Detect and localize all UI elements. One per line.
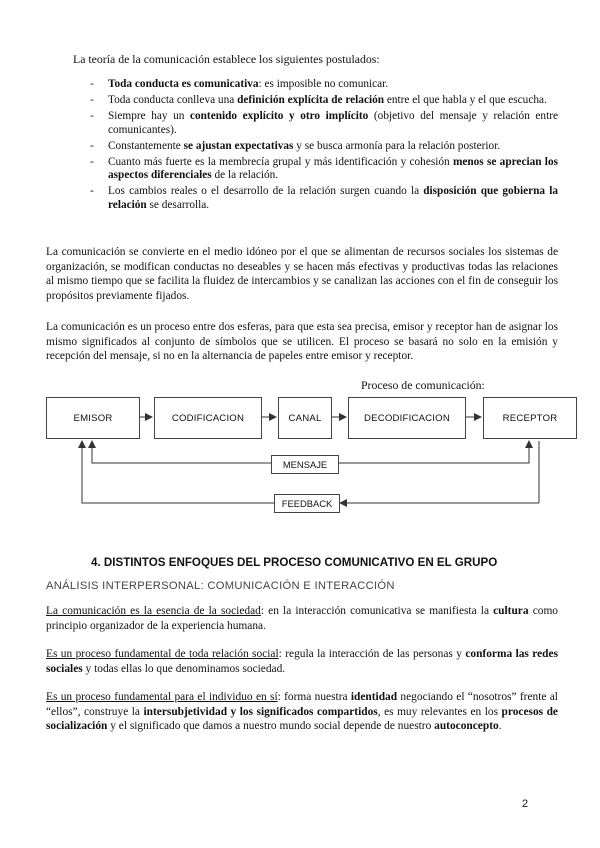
bold-text: intersubjetividad y los significados compartidos <box>143 705 378 718</box>
diagram-label-mensaje: MENSAJE <box>271 455 339 474</box>
diagram-node-receptor: RECEPTOR <box>483 397 577 439</box>
list-item: - Cuanto más fuerte es la membrecía grupal y más identificación y cohesión menos se aprecian los aspectos diferenciales de la relación. <box>90 156 558 183</box>
list-item: - Constantemente se ajustan expectativas y se busca armonía para la relación posterior. <box>90 140 558 154</box>
bold-text: menos se aprecian los aspectos diferenciales <box>108 155 558 182</box>
list-item: - Los cambios reales o el desarrollo de la relación surgen cuando la disposición que gobierna la relación se desarrolla. <box>90 185 558 212</box>
bold-text: Toda conducta es comunicativa <box>108 78 259 90</box>
section-heading: 4. DISTINTOS ENFOQUES DEL PROCESO COMUNICATIVO EN EL GRUPO <box>91 556 498 569</box>
paragraph-individual: Es un proceso fundamental para el individuo en sí: forma nuestra identidad negociando el “nosotros” frente al “ellos”, construye la intersubjetividad y los significados compartidos, es muy relevantes en los procesos de socialización y el significado que damos a nuestro mundo social depende de nuestro autoconcepto. <box>46 691 558 733</box>
bold-text: identidad <box>350 691 398 703</box>
underlined-text: La comunicación es la esencia de la sociedad <box>46 605 261 617</box>
bold-text: procesos de socialización <box>46 705 558 733</box>
section-subheading: ANÁLISIS INTERPERSONAL: COMUNICACIÓN E INTERACCIÓN <box>46 580 395 592</box>
arrow-mensaje-left <box>92 441 271 463</box>
paragraph-social-relation: Es un proceso fundamental de toda relación social: regula la interacción de las personas y conforma las redes sociales y todas ellas lo que denominamos sociedad. <box>46 648 559 675</box>
bold-text: autoconcepto <box>434 720 499 733</box>
paragraph-society: La comunicación es la esencia de la sociedad: en la interacción comunicativa se manifiesta la cultura como principio organizador de la experiencia humana. <box>46 605 558 632</box>
diagram-node-emisor: EMISOR <box>46 397 140 439</box>
arrow-feedback-to-emisor <box>82 441 274 503</box>
page-number: 2 <box>522 798 529 810</box>
underlined-text: Es un proceso fundamental de toda relación social <box>46 648 279 660</box>
arrow-mensaje-right <box>339 441 529 463</box>
underlined-text: Es un proceso fundamental para el individuo en sí <box>46 691 278 703</box>
list-item: - Siempre hay un contenido explícito y otro implícito (objetivo del mensaje y relación entre comunicantes). <box>90 110 558 137</box>
diagram-node-canal: CANAL <box>278 397 332 439</box>
paragraph-communication-medium: La comunicación se convierte en el medio idóneo por el que se alimentan de recursos sociales los sistemas de organización, se modifican conductas no deseables y se hacen más efectivas y productivas todas las relaciones al mismo tiempo que se facilita la fluidez de intercambios y se canalizan las acciones con el fin de conseguir los propósitos previamente fijados. <box>46 246 558 302</box>
diagram-caption: Proceso de comunicación: <box>361 378 485 392</box>
intro-text: La teoría de la comunicación establece los siguientes postulados: <box>73 52 380 66</box>
diagram-label-feedback: FEEDBACK <box>274 494 340 513</box>
diagram-node-decodificacion: DECODIFICACION <box>348 397 466 439</box>
postulates-list <box>90 78 558 215</box>
bold-text: definición explícita de relación <box>237 93 385 106</box>
list-item: - Toda conducta conlleva una definición explícita de relación entre el que habla y el que escucha. <box>90 94 558 108</box>
bold-text: se ajustan expectativas <box>183 139 294 152</box>
list-item: - Toda conducta es comunicativa: es imposible no comunicar. <box>90 78 558 92</box>
bold-text: disposición que gobierna la relación <box>108 185 558 211</box>
bold-text: conforma las redes sociales <box>46 648 559 675</box>
bold-text: cultura <box>493 605 529 617</box>
paragraph-communication-process: La comunicación es un proceso entre dos esferas, para que esta sea precisa, emisor y receptor han de asignar los mismo significados al conjunto de símbolos que se utilicen. El proceso se basará no solo en la emisión y recepción del mensaje, si no en la alternancia de papeles entre emisor y receptor. <box>46 321 558 363</box>
diagram-node-codificacion: CODIFICACION <box>154 397 262 439</box>
bold-text: contenido explícito y otro implícito <box>189 109 369 122</box>
